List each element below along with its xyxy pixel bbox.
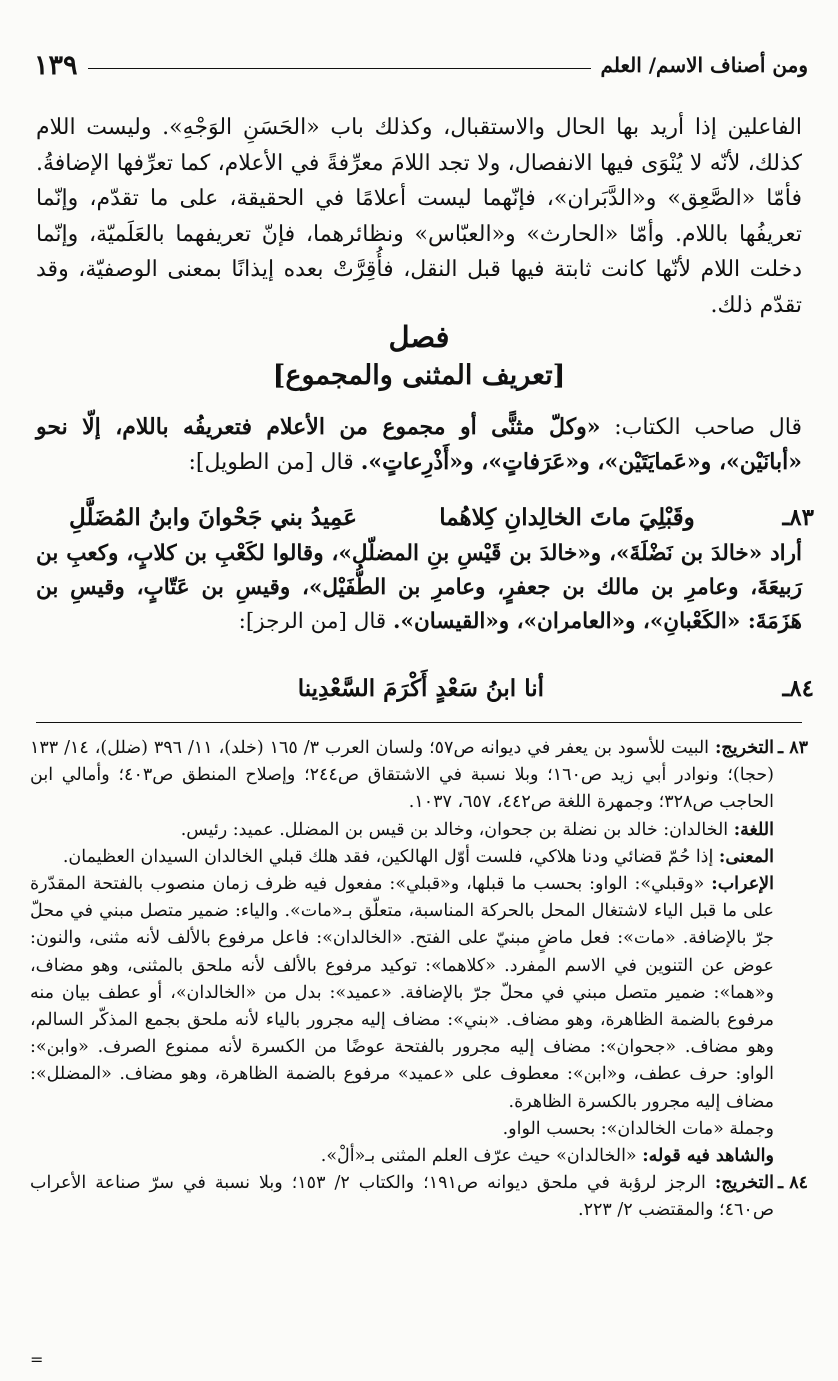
takhrij-text: البيت للأسود بن يعفر في ديوانه ص٥٧؛ ولسان العرب ٣/ ١٦٥ (خلد)، ١١/ ٣٩٦ (ضلل)، ١٤/ ١٣٣ (حجا)؛ ونوادر أبي زيد ص١٦٠؛ وبلا نسبة في الاشتقاق ص٢٤٤؛ وإصلاح المنطق ص٤٠٣؛ وأمالي ابن الحاجب ص٣٢٨؛ وجمهرة اللغة ص٤٤٢، ٦٥٧، ١٠٣٧. [30, 738, 774, 813]
shahid-text: «الخالدان» حيث عرّف العلم المثنى بـ«ألْ». [320, 1146, 643, 1167]
lugha-text: الخالدان: خالد بن نضلة بن جحوان، وخالد بن قيس بن المضلل. عميد: رئيس. [180, 819, 734, 840]
verse-hemistich: أنا ابنُ سَعْدٍ أَكْرَمَ السَّعْدِينا [297, 674, 544, 702]
jumla-text: وجملة «مات الخالدان»: بحسب الواو. [502, 1118, 774, 1139]
takhrij-text: الرجز لرؤبة في ملحق ديوانه ص١٩١؛ والكتاب ٢/ ١٥٣؛ وبلا نسبة في سرّ صناعة الأعراب ص٤٦٠؛ والمقتضب ٢/ ٢٢٣. [30, 1173, 774, 1221]
verse-number: ٨٤ـ [782, 674, 814, 702]
lugha-label: اللغة: [733, 819, 774, 840]
opening-paragraph [36, 110, 802, 323]
running-header [34, 48, 808, 82]
running-title: ومن أصناف الاسم/ العلم [600, 53, 808, 77]
section-title: فصل [388, 320, 450, 354]
takhrij-label: التخريج: [714, 738, 775, 758]
quote-intro: قال صاحب الكتاب: [600, 415, 802, 440]
verse-number: ٨٣ـ [782, 503, 814, 531]
page-number: ١٣٩ [34, 49, 78, 81]
shahid-label: والشاهد فيه قوله: [642, 1146, 774, 1167]
author-quote [36, 410, 802, 480]
commentary-meter: قال [من الرجز]: [238, 609, 394, 634]
takhrij-label: التخريج: [714, 1173, 774, 1194]
quote-text: «وكلّ مثنًّى أو مجموع من الأعلام فتعريفُه باللام، إلّا نحو «أبانَيْن»، و«عَمايَتَيْن»، و«عَرَفاتٍ»، و«أَذْرِعاتٍ». [36, 414, 802, 475]
continuation-mark: = [30, 1350, 44, 1369]
maana-text: إذا حُمّ قضائي ودنا هلاكي، فلست أوّل الهالكين، فقد هلك قبلي الخالدان السيدان العظيمان. [62, 846, 719, 867]
quote-meter: قال [من الطويل]: [188, 450, 361, 475]
maana-label: المعنى: [718, 846, 774, 867]
irab-label: الإعراب: [711, 874, 774, 895]
paragraph-text: الفاعلين إذا أريد بها الحال والاستقبال، وكذلك باب «الحَسَنِ الوَجْهِ». وليست اللام كذلك، لأنّه لا يُنْوَى فيها الانفصال، ولا تجد اللامَ معرِّفةً في الأعلام، كما تعرِّفها الإضافةُ. فأمّا «الصَّعِق» و«الدَّبَران»، فإنّهما ليست أعلامًا في الحقيقة، على ما تقدّم، وإنّما تعريفُها باللام. وأمّا «الحارث» و«العبّاس» ونظائرهما، فإنّ تعريفهما بالعَلَميّة، وإنّما دخلت اللام لأنّها كانت ثابتة فيها قبل النقل، فأُقِرَّتْ بعده إيذانًا بمعنى الوصفيّة، وقد تقدّم ذلك. [36, 115, 802, 318]
irab-text: «وقبلي»: الواو: بحسب ما قبلها، و«قبلي»: مفعول فيه ظرف زمان منصوب بالفتحة المقدّرة على ما قبل الياء لاشتغال المحل بالحركة المناسبة، متعلّق بـ«مات». والياء: ضمير متصل مبني في محلّ جرّ بالإضافة. «مات»: فعل ماضٍ مبنيّ على الفتح. «الخالدان»: فاعل مرفوع بالألف لأنه مثنى، والنون: عوض عن التنوين في الاسم المفرد. «كلاهما»: توكيد مرفوع بالألف لأنه ملحق بالمثنى، وهو مضاف، و«هما»: ضمير متصل مبني في محلّ جرّ بالإضافة. «عميد»: بدل من «الخالدان»، أو عطف بيان منه مرفوع بالضمة الظاهرة، وهو مضاف. «بني»: مضاف إليه مجرور بالياء لأنه ملحق بجمع المذكّر السالم، وهو مضاف. «جحوان»: مضاف إليه مجرور بالفتحة عوضًا من الكسرة لأنه ممنوع الصرف. «وابن»: الواو: حرف عطف، و«ابن»: معطوف على «عميد» مرفوع بالضمة الظاهرة، وهو مضاف. «المضلل»: مضاف إليه مجرور بالكسرة الظاهرة. [30, 874, 774, 1112]
section-subtitle: [تعريف المثنى والمجموع] [272, 360, 566, 391]
footnote-number: ٨٣ ـ [777, 738, 808, 758]
header-rule [88, 68, 591, 69]
verse-83-commentary [36, 537, 802, 639]
footnote-83 [30, 735, 808, 817]
footnote-divider [36, 722, 802, 723]
commentary-text: أراد «خالدَ بن نَضْلَةَ»، و«خالدَ بن قَيْسِ بنِ المضلّل»، وقالوا لكَعْبِ بن كلابٍ، وكعبِ بن رَبيعَةَ، وعامرِ بن مالك بن جعفرٍ، وعامرِ بن الطُّفَيْل»، وقيسِ بن عَتّابٍ، وقيسِ بن هَزَمَةَ: «الكَعْبانِ»، و«العامران»، و«القيسان». [36, 541, 802, 634]
footnote-84 [30, 1170, 808, 1224]
verse-83 [36, 497, 814, 537]
verse-hemistich-left: عَمِيدُ بني جَحْوانَ وابنُ المُضَلَّلِ [69, 503, 357, 531]
verse-84 [36, 668, 814, 708]
verse-hemistich-right: وقَبْلِيَ ماتَ الخالِدانِ كِلاهُما [439, 503, 695, 531]
footnotes [30, 735, 808, 1225]
footnote-number: ٨٤ ـ [777, 1173, 808, 1194]
